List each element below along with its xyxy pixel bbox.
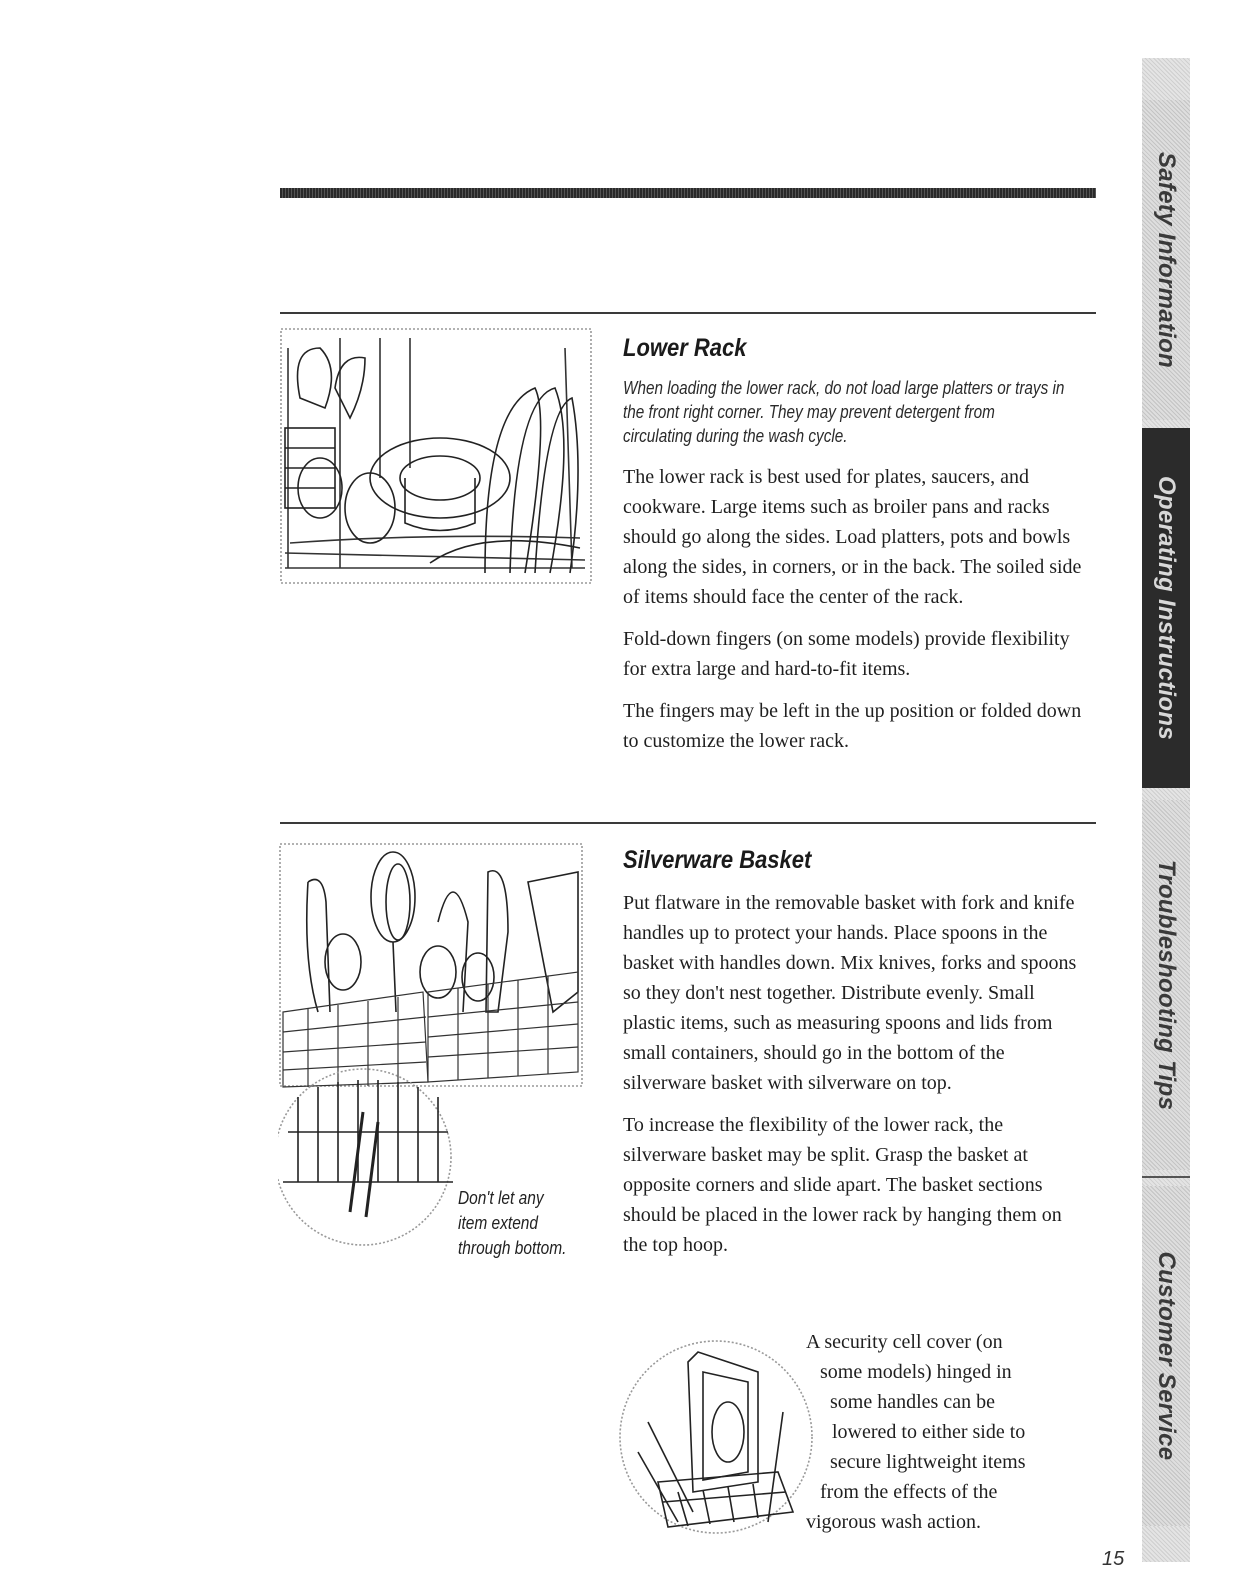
- lower-rack-note: When loading the lower rack, do not load large platters or trays in the front right corner. They may prevent detergent from circulating during the wash cycle.: [623, 378, 1065, 446]
- cover-line: some handles can be: [830, 1391, 995, 1413]
- caption-line: through bottom.: [458, 1238, 567, 1258]
- tab-label: Safety Information: [1153, 151, 1180, 369]
- tab-troubleshooting-tips[interactable]: [1142, 800, 1190, 1170]
- lower-rack-heading: Lower Rack: [623, 334, 747, 362]
- lower-rack-section: [623, 332, 1083, 768]
- cover-line: secure lightweight items: [830, 1451, 1026, 1473]
- silverware-paragraph: Put flatware in the removable basket with fork and knife handles up to protect your hands. Place spoons in the basket with handles down. Mix knives, forks and spoons so they don't nest together. Distribute evenly. Small plastic items, such as measuring spoons and lids from small containers, should go in the bottom of the silverware basket with silverware on top.: [623, 892, 1077, 1094]
- lower-rack-paragraph: The fingers may be left in the up position or folded down to customize the lower rack.: [623, 700, 1082, 752]
- tab-operating-instructions[interactable]: [1142, 428, 1190, 788]
- lower-rack-illustration: [280, 328, 592, 584]
- silverware-paragraph: To increase the flexibility of the lower rack, the silverware basket may be split. Grasp the basket at opposite corners and slide apart. The basket sections should be placed in the lower rack by hanging them on the top hoop.: [623, 1114, 1062, 1256]
- silverware-basket-heading: Silverware Basket: [623, 846, 812, 874]
- caption-line: item extend: [458, 1213, 539, 1233]
- basket-caption: [458, 1186, 578, 1261]
- top-heavy-rule: [280, 188, 1096, 198]
- cover-line: vigorous wash action.: [806, 1511, 981, 1533]
- section-rule-lower-rack: [280, 312, 1096, 314]
- caption-line: Don't let any: [458, 1188, 544, 1208]
- tab-label: Operating Instructions: [1153, 476, 1180, 740]
- page-number: 15: [1102, 1548, 1125, 1570]
- cover-line: A security cell cover (on: [806, 1331, 1003, 1353]
- tab-label: Customer Service: [1153, 1251, 1180, 1461]
- cover-line: some models) hinged in: [820, 1361, 1012, 1383]
- tab-label: Troubleshooting Tips: [1153, 859, 1180, 1111]
- silverware-basket-section: [623, 844, 1083, 1272]
- tab-separator: [1142, 1176, 1190, 1178]
- cover-line: lowered to either side to: [832, 1421, 1026, 1443]
- security-cell-cover-text: [806, 1327, 1076, 1537]
- cover-line: from the effects of the: [820, 1481, 998, 1503]
- tab-safety-information[interactable]: [1142, 100, 1190, 420]
- security-cell-cover-illustration: [618, 1332, 814, 1542]
- tab-customer-service[interactable]: [1142, 1186, 1190, 1526]
- lower-rack-paragraph: The lower rack is best used for plates, saucers, and cookware. Large items such as broiler pans and racks should go along the sides. Load platters, pots and bowls along the sides, in corners, or in the back. The soiled side of items should face the center of the rack.: [623, 466, 1082, 608]
- lower-rack-paragraph: Fold-down fingers (on some models) provide flexibility for extra large and hard-to-fit items.: [623, 628, 1070, 680]
- section-rule-silverware: [280, 822, 1096, 824]
